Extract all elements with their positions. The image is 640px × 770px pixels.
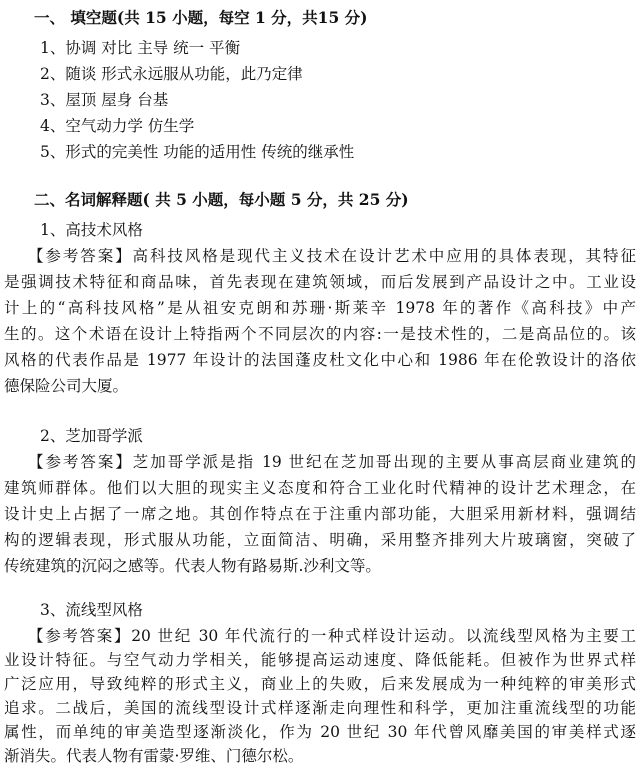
term-2-line-3: 设计史上占据了一席之地。其创作特点在于注重内部功能，大胆采用新材料，强调结 — [4, 505, 636, 523]
term-heading-2: 2、芝加哥学派 — [40, 427, 143, 445]
term-2-line-5: 传统建筑的沉闷之感等。代表人物有路易斯.沙利文等。 — [4, 557, 381, 575]
fill-answer-3: 3、屋顶 屋身 台基 — [40, 91, 169, 109]
fill-answer-5: 5、形式的完美性 功能的适用性 传统的继承性 — [40, 143, 355, 161]
term-3-line-1: 【参考答案】20 世纪 30 年代流行的一种式样设计运动。以流线型风格为主要工 — [28, 627, 636, 645]
term-3-line-3: 广泛应用，导致纯粹的形式主义，商业上的失败，后来发展成为一种纯粹的审美形式 — [4, 675, 636, 693]
term-3-line-6: 渐消失。代表人物有雷蒙·罗维、门德尔松。 — [4, 747, 304, 765]
fill-answer-2: 2、随谈 形式永远服从功能，此乃定律 — [40, 65, 303, 83]
term-1-line-5: 风格的代表作品是 1977 年设计的法国蓬皮杜文化中心和 1986 年在伦敦设计的洛依 — [4, 351, 636, 369]
fill-answer-4: 4、空气动力学 仿生学 — [40, 117, 195, 135]
term-heading-1: 1、高技术风格 — [40, 221, 143, 239]
section2-title: 二、名词解释题( 共 5 小题，每小题 5 分，共 25 分) — [34, 190, 409, 209]
fill-answer-1: 1、协调 对比 主导 统一 平衡 — [40, 39, 241, 57]
term-2-line-1: 【参考答案】芝加哥学派是指 19 世纪在芝加哥出现的主要从事高层商业建筑的 — [28, 453, 636, 471]
term-2-line-2: 建筑师群体。他们以大胆的现实主义态度和符合工业化时代精神的设计艺术理念，在 — [4, 479, 636, 497]
term-1-line-2: 是强调技术特征和商品味，首先表现在建筑领域，而后发展到产品设计之中。工业设 — [4, 273, 636, 291]
term-1-line-6: 德保险公司大厦。 — [4, 377, 129, 395]
term-1-line-1: 【参考答案】高科技风格是现代主义技术在设计艺术中应用的具体表现，其特征 — [28, 247, 636, 265]
term-3-line-4: 追求。二战后，美国的流线型设计式样逐渐走向理性和科学，更加注重流线型的功能 — [4, 699, 636, 717]
term-1-line-3: 计上的“高科技风格”是从祖安克朗和苏珊·斯莱辛 1978 年的著作《高科技》中产 — [4, 299, 636, 317]
section1-title: 一、 填空题(共 15 小题，每空 1 分，共15 分) — [34, 8, 368, 27]
term-3-line-2: 业设计特征。与空气动力学相关，能够提高运动速度、降低能耗。但被作为世界式样 — [4, 651, 636, 669]
term-2-line-4: 构的逻辑表现，形式服从功能，立面简洁、明确，采用整齐排列大片玻璃窗，突破了 — [4, 531, 636, 549]
term-3-line-5: 属性，而单纯的审美造型逐渐淡化，作为 20 世纪 30 年代曾风靡美国的审美样式逐 — [4, 723, 636, 741]
term-heading-3: 3、流线型风格 — [40, 601, 143, 619]
term-1-line-4: 生的。这个术语在设计上特指两个不同层次的内容:一是技术性的，二是高品位的。该 — [4, 325, 636, 343]
